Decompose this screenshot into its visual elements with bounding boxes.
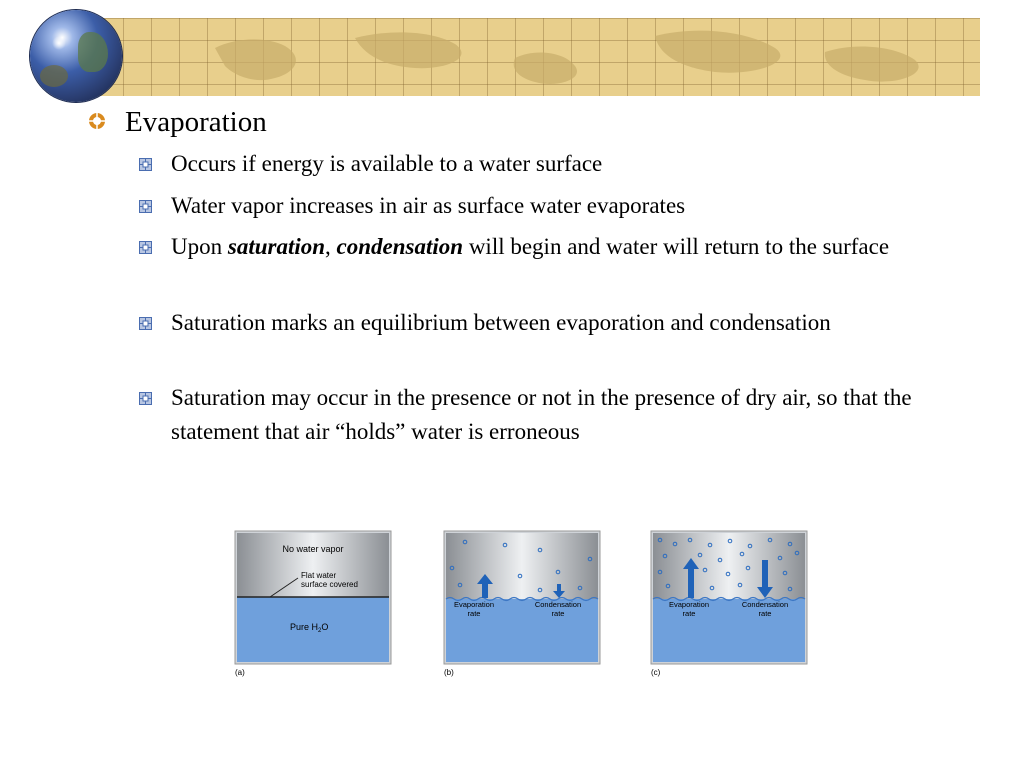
condensation-rate-label-c2: rate bbox=[758, 609, 772, 618]
panel-a-label: (a) bbox=[235, 668, 245, 677]
evaporation-rate-label-c: Evaporation bbox=[668, 600, 710, 609]
condensation-rate-label-b: Condensation bbox=[534, 600, 582, 609]
flat-water-label-1: Flat water bbox=[301, 571, 337, 580]
panel-a bbox=[235, 531, 391, 677]
evaporation-rate-label-b: Evaporation bbox=[453, 600, 495, 609]
emphasized-term: saturation bbox=[227, 234, 326, 259]
bullet-text-part: Upon bbox=[171, 234, 228, 259]
evaporation-rate-label-c2: rate bbox=[682, 609, 696, 618]
bullet-text-part: Saturation marks an equilibrium between evaporation and condensation bbox=[171, 310, 831, 335]
flat-water-label-2: surface covered bbox=[301, 580, 358, 589]
panel-b-label: (b) bbox=[444, 668, 454, 677]
panel-c-label: (c) bbox=[651, 668, 661, 677]
emphasized-term: condensation bbox=[336, 234, 464, 259]
panel-b bbox=[444, 531, 600, 677]
bullet-text-part: Water vapor increases in air as surface water evaporates bbox=[171, 193, 686, 218]
panel-c bbox=[651, 531, 807, 677]
bullet-text-part: Occurs if energy is available to a water surface bbox=[171, 151, 603, 176]
condensation-rate-label-c: Condensation bbox=[741, 600, 789, 609]
pure-water-label: Pure $H_2O$ bbox=[290, 622, 329, 634]
no-water-vapor-label: No water vapor bbox=[282, 544, 344, 554]
bullet-text-part: , bbox=[325, 234, 337, 259]
evaporation-rate-label-b2: rate bbox=[467, 609, 481, 618]
bullet-text-part: Saturation may occur in the presence or not in the presence of dry air, so that the statement that air “holds” water is erroneous bbox=[171, 385, 912, 444]
condensation-rate-label-b2: rate bbox=[551, 609, 565, 618]
bullet-text-part: will begin and water will return to the surface bbox=[463, 234, 890, 259]
title-bullet-text: Evaporation bbox=[125, 106, 267, 138]
